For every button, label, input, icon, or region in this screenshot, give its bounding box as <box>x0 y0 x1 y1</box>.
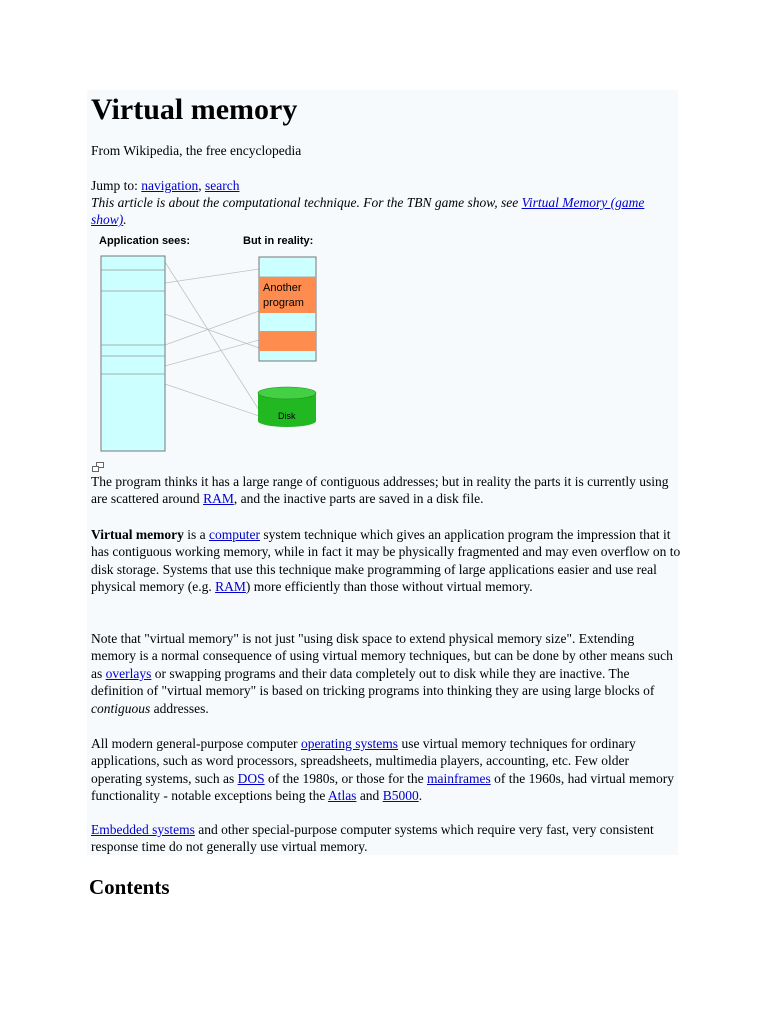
history-paragraph <box>91 735 681 805</box>
physical-memory <box>259 257 316 361</box>
hatnote-suffix: . <box>123 212 127 227</box>
page-title: Virtual memory <box>91 93 298 126</box>
p2-text-3: addresses. <box>150 700 209 716</box>
p1-text-2: system technique which gives an application program the impression that it has contiguous working memory, while in fact it may be physically fragmented and may even overflow on to disk storage. Systems that use this technique make programming of large applications easier and use real physical memory (e.g. <box>91 527 681 595</box>
p3-text-4: of the 1960s, had virtual memory functionality - notable exceptions being the <box>91 770 675 804</box>
magnify-clip-icon[interactable] <box>92 462 104 472</box>
label-application-sees: Application sees: <box>99 235 191 247</box>
embedded-systems-link[interactable]: Embedded systems <box>91 822 195 837</box>
jump-navigation-link[interactable]: navigation <box>141 178 199 193</box>
embedded-paragraph <box>91 821 681 856</box>
game-show-link[interactable]: Virtual Memory (game show) <box>91 195 645 227</box>
other-program-block-lower <box>259 331 316 351</box>
other-program-label-2: program <box>263 297 304 309</box>
dos-link[interactable]: DOS <box>237 770 265 786</box>
jump-separator: , <box>198 178 206 193</box>
hatnote <box>91 194 676 228</box>
overlays-link[interactable]: overlays <box>105 665 152 681</box>
p2-text-2: or swapping programs and their data completely out to disk while they are inactive. The definition of "virtual memory" is based on tricking programs into thinking they are using large blocks of <box>91 665 655 699</box>
term-bold: Virtual memory <box>91 527 184 542</box>
p2-text: Note that "virtual memory" is not just "using disk space to extend physical memory size". Extending memory is a normal consequence of using virtual memory techniques, but can be done by other means such as <box>91 631 673 681</box>
ram-link-2[interactable]: RAM <box>215 579 246 595</box>
other-program-label-1: Another <box>263 282 302 294</box>
mainframes-link[interactable]: mainframes <box>426 770 491 786</box>
jump-to-links <box>91 177 240 194</box>
figure-caption <box>91 473 681 508</box>
p3-text-6: . <box>418 788 423 804</box>
caption-text-end: , and the inactive parts are saved in a disk file. <box>233 491 484 507</box>
p1-text: is a <box>183 527 209 542</box>
label-but-in-reality: But in reality: <box>243 235 314 247</box>
atlas-link[interactable]: Atlas <box>327 788 357 804</box>
p3-text-2: use virtual memory techniques for ordinary applications, such as word processors, spreadsheets, multimedia players, accounting, etc. Few older operating systems, such as <box>91 736 636 786</box>
jump-search-link[interactable]: search <box>205 178 240 193</box>
p4-text: and other special-purpose computer systems which require very fast, very consistent response time do not generally use virtual memory. <box>91 822 654 855</box>
hatnote-text: This article is about the computational technique. For the TBN game show, see <box>91 195 522 210</box>
p3-text: All modern general-purpose computer <box>91 736 301 751</box>
virtual-address-space <box>101 256 165 451</box>
p1-text-3: ) more efficiently than those without virtual memory. <box>245 579 533 595</box>
jump-to-prefix: Jump to: <box>91 178 142 193</box>
p3-text-5: and <box>356 788 383 804</box>
ram-link[interactable]: RAM <box>203 491 234 507</box>
b5000-link[interactable]: B5000 <box>382 788 419 804</box>
disk-icon <box>258 387 316 427</box>
caption-text: The program thinks it has a large range of contiguous addresses; but in reality the parts it is currently using are scattered around <box>91 474 669 507</box>
computer-link[interactable]: computer <box>208 527 260 542</box>
site-tagline: From Wikipedia, the free encyclopedia <box>91 143 302 158</box>
virtual-memory-diagram[interactable] <box>91 228 331 460</box>
contiguous-italic: contiguous <box>91 700 151 716</box>
note-paragraph <box>91 630 681 717</box>
contents-heading: Contents <box>89 875 170 899</box>
intro-paragraph <box>91 526 681 596</box>
p3-text-3: of the 1980s, or those for the <box>264 770 427 786</box>
disk-label: Disk <box>278 411 296 421</box>
mapping-lines <box>165 262 259 416</box>
operating-systems-link[interactable]: operating systems <box>300 736 399 751</box>
